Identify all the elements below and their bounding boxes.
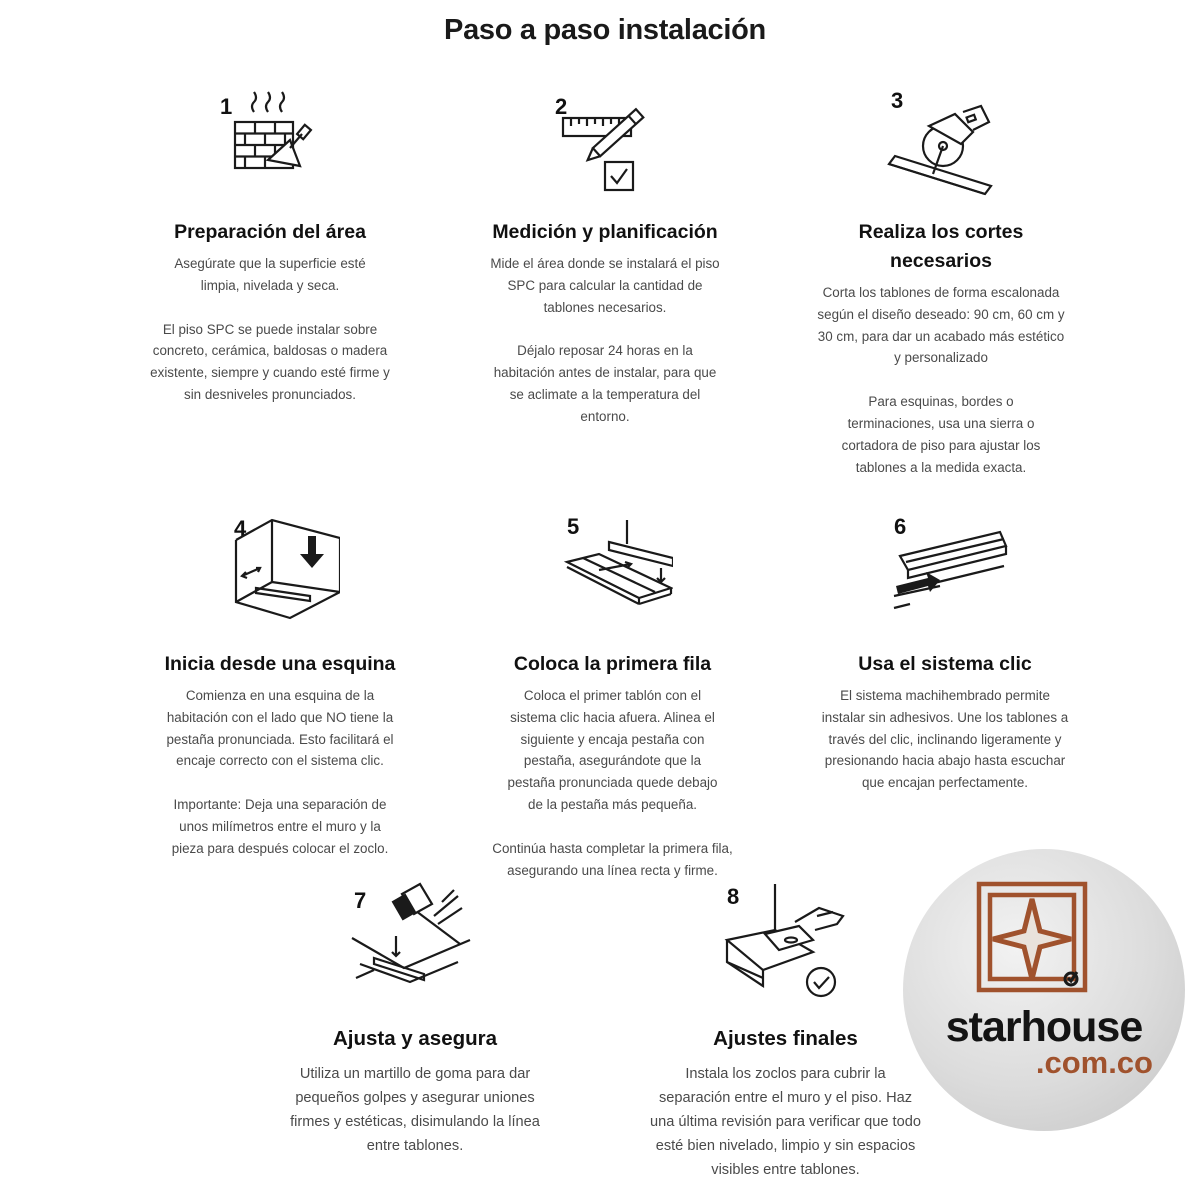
brick-wall-trowel-icon xyxy=(210,88,330,206)
step-2-title: Medición y planificación xyxy=(492,221,718,243)
step-2-text-1: Mide el área donde se instalará el piso SPC para calcular la cantidad de tablones necesarios. xyxy=(490,256,720,315)
room-corner-icon xyxy=(220,512,340,630)
step-2-text-2: Déjalo reposar 24 horas en la habitación antes de instalar, para que se aclimate a la temperatura del entorno. xyxy=(493,343,717,424)
step-6 xyxy=(815,512,1075,794)
step-4-text-1: Comienza en una esquina de la habitación con el lado que NO tiene la pestaña pronunciada. Esto facilitará el encaje correcto con el sistema clic. xyxy=(166,688,394,769)
step-1-text-1: Asegúrate que la superficie esté limpia, nivelada y seca. xyxy=(174,256,366,293)
step-5-title: Coloca la primera fila xyxy=(513,653,712,675)
step-7-title: Ajusta y asegura xyxy=(332,1027,498,1050)
step-3-title: Realiza los cortes necesarios xyxy=(858,221,1024,272)
step-4-text-2: Importante: Deja una separación de unos milímetros entre el muro y la pieza para después colocar el zoclo. xyxy=(171,797,389,856)
plank-row-icon xyxy=(553,512,673,630)
step-1-title: Preparación del área xyxy=(174,221,366,243)
step-6-text-1: El sistema machihembrado permite instalar sin adhesivos. Une los tablones a través del clic, inclinando ligeramente y presionando hacia abajo hasta escuchar que encajan perfectamente. xyxy=(821,688,1069,791)
svg-text:1: 1 xyxy=(220,94,233,119)
step-8 xyxy=(648,878,923,1182)
step-6-title: Usa el sistema clic xyxy=(858,653,1032,675)
svg-text:8: 8 xyxy=(726,884,739,909)
step-7 xyxy=(270,878,560,1158)
step-3 xyxy=(811,88,1071,478)
baseboard-level-check-icon xyxy=(721,878,851,1006)
click-system-icon xyxy=(880,512,1010,630)
step-5-text-2: Continúa hasta completar la primera fila, asegurando una línea recta y firme. xyxy=(492,840,733,878)
step-5 xyxy=(480,512,745,881)
step-3-text-1: Corta los tablones de forma escalonada según el diseño deseado: 90 cm, 60 cm y 30 cm, para dar un acabado más estético y personalizado xyxy=(817,285,1065,366)
svg-text:6: 6 xyxy=(894,514,907,539)
svg-text:5: 5 xyxy=(566,514,579,539)
step-3-text-2: Para esquinas, bordes o terminaciones, usa una sierra o cortadora de piso para ajustar los tablones a la medida exacta. xyxy=(841,394,1041,475)
step-4-title: Inicia desde una esquina xyxy=(164,653,396,675)
star-frame-icon xyxy=(903,849,1185,1009)
step-8-title: Ajustes finales xyxy=(713,1027,858,1050)
starhouse-logo xyxy=(903,849,1185,1131)
svg-text:7: 7 xyxy=(354,888,367,913)
step-8-text-1: Instala los zoclos para cubrir la separación entre el muro y el piso. Haz una última revisión para verificar que todo esté bien nivelado, limpio y sin espacios visibles entre tablones. xyxy=(650,1066,921,1178)
mallet-hammer-icon xyxy=(350,878,480,1006)
logo-domain: .com.co xyxy=(1035,1045,1153,1080)
svg-text:3: 3 xyxy=(891,88,904,113)
logo-name: starhouse xyxy=(945,1003,1143,1051)
step-7-text-1: Utiliza un martillo de goma para dar pequeños golpes y asegurar uniones firmes y estéticas, disimulando la línea entre tablones. xyxy=(290,1066,540,1154)
step-1-text-2: El piso SPC se puede instalar sobre concreto, cerámica, baldosas o madera existente, siempre y cuando esté firme y sin desniveles pronunciados. xyxy=(150,321,390,402)
svg-text:4: 4 xyxy=(234,516,247,541)
circular-saw-icon xyxy=(881,88,1001,206)
step-5-text-1: Coloca el primer tablón con el sistema clic hacia afuera. Alinea el siguiente y encaja pestaña con pestaña, asegurándote que la pestaña pronunciada quede debajo de la pestaña más pequeña. xyxy=(507,688,718,812)
page-title: Paso a paso instalación xyxy=(444,14,766,46)
svg-text:2: 2 xyxy=(555,94,568,119)
step-1 xyxy=(130,88,410,406)
step-2 xyxy=(470,88,740,428)
ruler-pencil-checkbox-icon xyxy=(545,88,665,206)
step-4 xyxy=(140,512,420,860)
